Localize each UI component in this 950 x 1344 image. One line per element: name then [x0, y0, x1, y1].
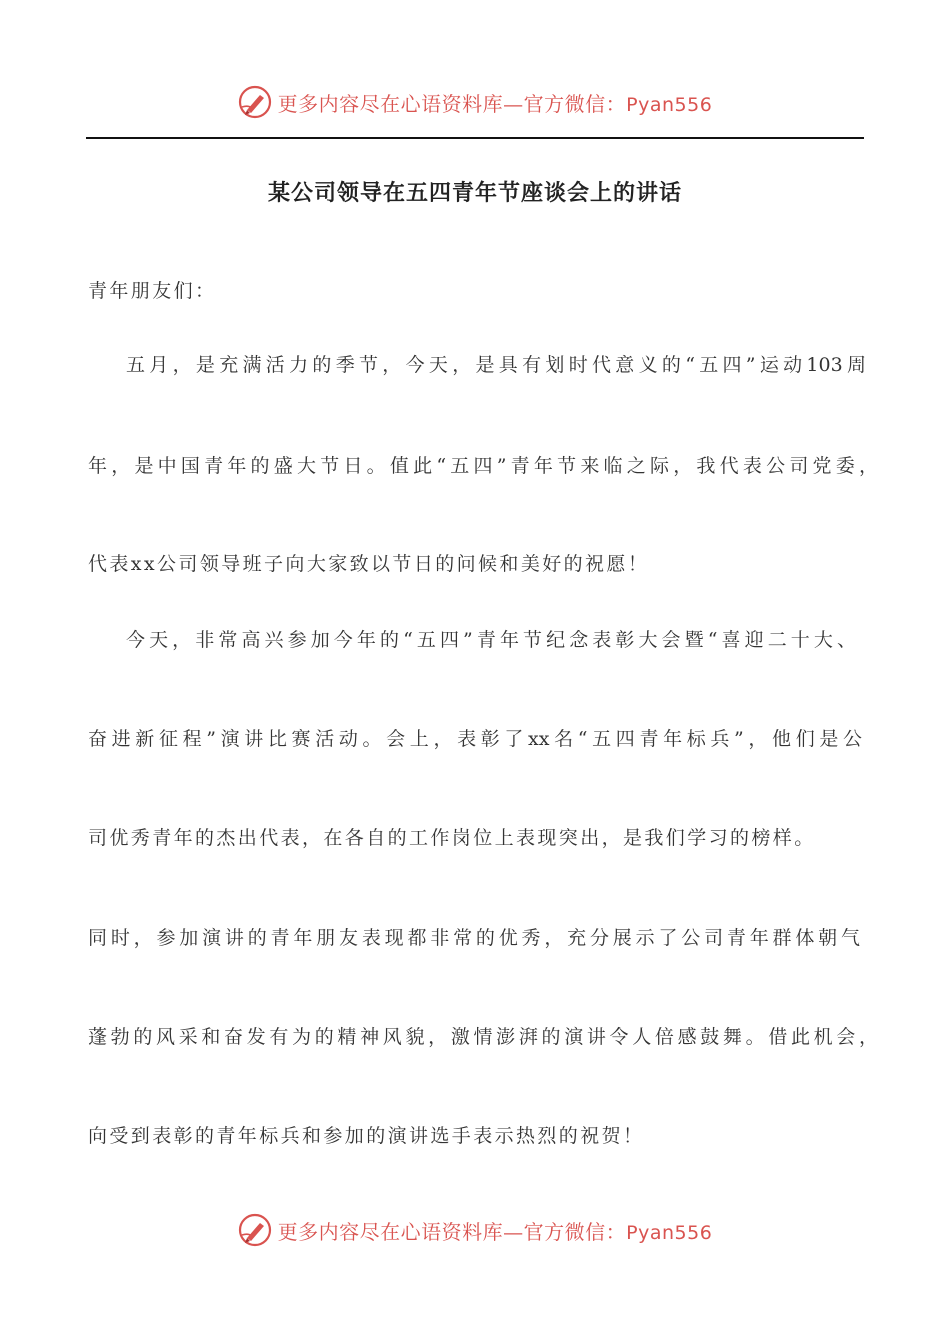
- footer-banner-text: [278, 1216, 713, 1245]
- body-line-1: 五月，是充满活力的季节，今天，是具有划时代意义的“五四”运动103周: [126, 354, 866, 376]
- footer-wechat-id: Pyan556: [626, 1221, 713, 1244]
- body-line-8: 蓬勃的风采和奋发有为的精神风貌，激情澎湃的演讲令人倍感鼓舞。借此机会，: [88, 1026, 878, 1048]
- document-title: 某公司领导在五四青年节座谈会上的讲话: [267, 180, 682, 206]
- salutation: 青年朋友们：: [88, 280, 217, 302]
- header-banner-text: [278, 88, 713, 117]
- pen-logo-icon: [238, 85, 272, 119]
- body-line-7: 同时，参加演讲的青年朋友表现都非常的优秀，充分展示了公司青年群体朝气: [88, 927, 860, 949]
- header-banner-label: 更多内容尽在心语资料库—官方微信：: [277, 91, 627, 116]
- header-divider: [86, 137, 864, 139]
- footer-banner-label: 更多内容尽在心语资料库—官方微信：: [277, 1219, 627, 1244]
- body-line-2: 年，是中国青年的盛大节日。值此“五四”青年节来临之际，我代表公司党委，: [88, 455, 878, 477]
- body-line-9: 向受到表彰的青年标兵和参加的演讲选手表示热烈的祝贺！: [88, 1125, 645, 1147]
- header-wechat-id: Pyan556: [626, 93, 713, 116]
- header-banner: [0, 82, 950, 122]
- footer-banner: [0, 1210, 950, 1250]
- body-line-4: 今天，非常高兴参加今年的“五四”青年节纪念表彰大会暨“喜迎二十大、: [126, 629, 856, 651]
- pen-logo-icon: [238, 1213, 272, 1247]
- body-line-5: 奋进新征程”演讲比赛活动。会上，表彰了xx名“五四青年标兵”，他们是公: [88, 728, 862, 750]
- body-line-6: 司优秀青年的杰出代表，在各自的工作岗位上表现突出，是我们学习的榜样。: [88, 827, 816, 849]
- body-line-3: 代表xx公司领导班子向大家致以节日的问候和美好的祝愿！: [88, 553, 650, 575]
